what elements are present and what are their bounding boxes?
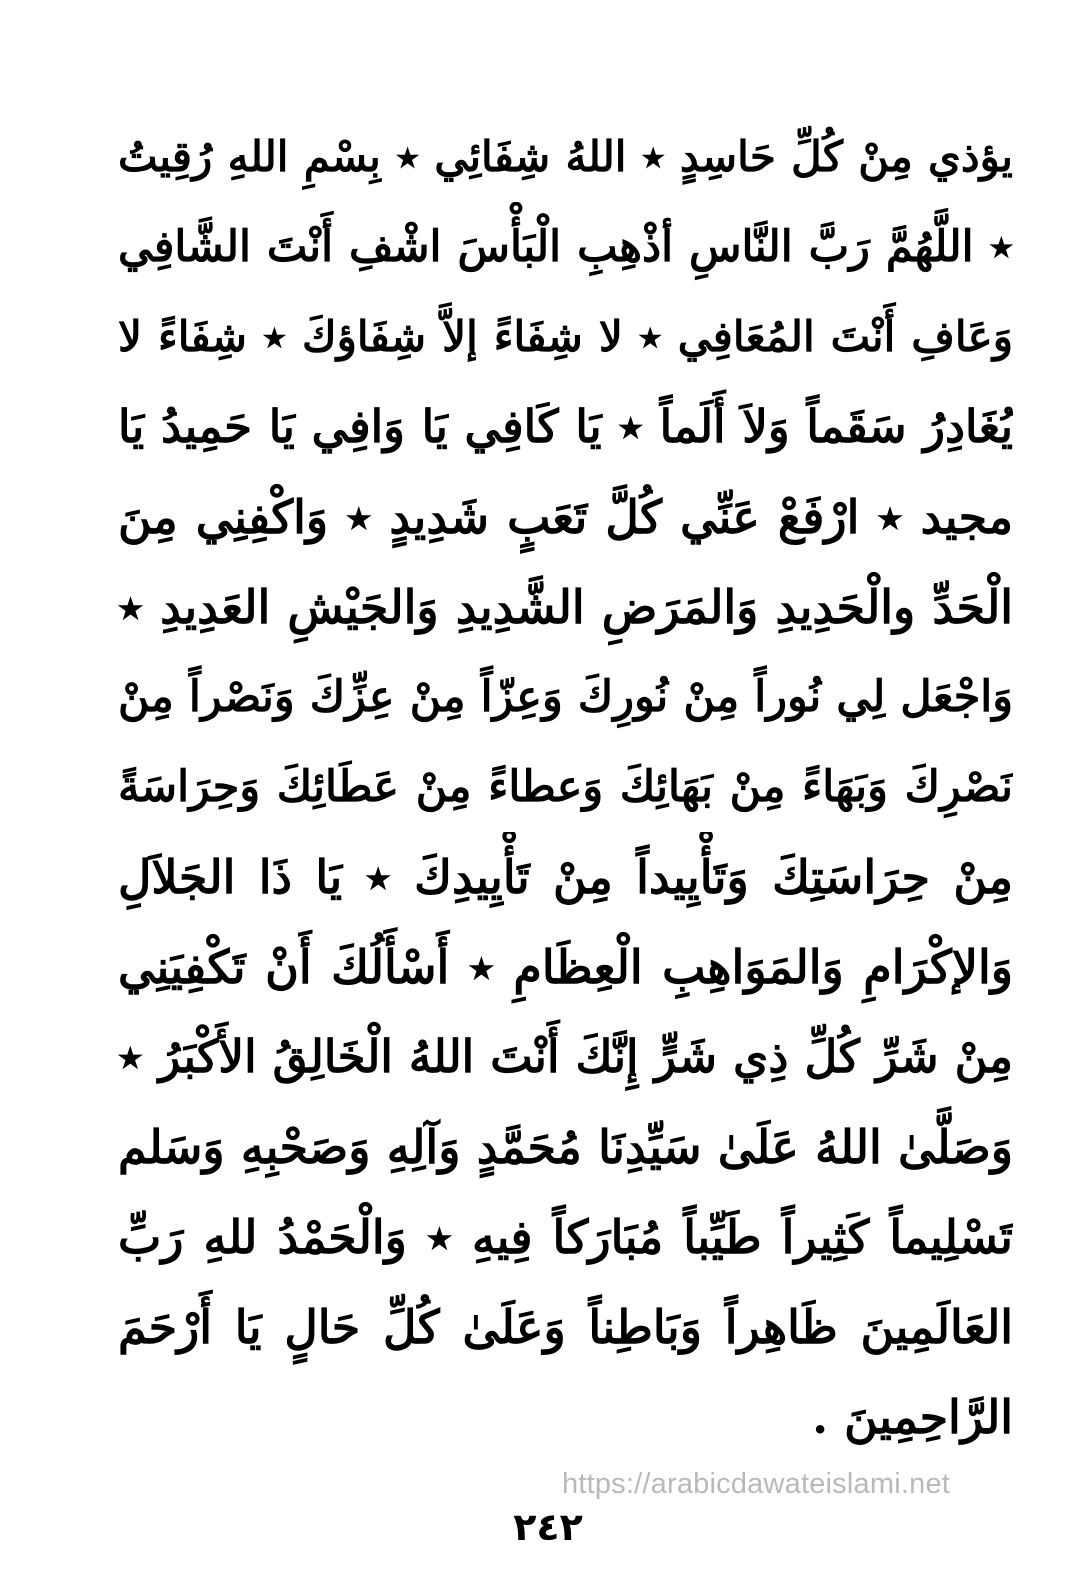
text-line-1: يؤذي مِنْ كُلِّ حَاسِدٍ ٭ اللهُ شِفَائِي ٭ بِسْمِ اللهِ رُقِيتُ	[118, 132, 1013, 181]
text-line-8: نَصْرِكَ وَبَهَاءً مِنْ بَهَائِكَ وَعطاءً مِنْ عَطَائِكَ وَحِرَاسَةً	[118, 762, 1013, 812]
text-line-5: مجيد ٭ ارْفَعْ عَنِّي كُلَّ تَعَبٍ شَدِيدٍ ٭ وَاكْفِنِي مِنَ	[118, 490, 1013, 544]
text-line-11: مِنْ شَرِّ كُلِّ ذِي شَرٍّ إِنَّكَ أَنْتَ اللهُ الْخَالِقُ الأَكْبَرُ ٭	[118, 1030, 1013, 1083]
text-line-10: وَالإكْرَامِ وَالمَوَاهِبِ الْعِظَامِ ٭ أَسْأَلُكَ أَنْ تَكْفِيَنِي	[118, 940, 1013, 994]
text-line-15: الرَّاحِمِينَ .	[812, 1390, 1013, 1444]
dua-text-block	[118, 112, 1013, 1462]
text-line-4: يُغَادِرُ سَقَماً وَلاَ أَلَماً ٭ يَا كَافِي يَا وَافِي يَا حَمِيدُ يَا	[118, 400, 1013, 453]
text-line-7: وَاجْعَل لِي نُوراً مِنْ نُورِكَ وَعِزّاً مِنْ عِزِّكَ وَنَصْراً مِنْ	[118, 672, 1013, 722]
text-line-12: وَصَلَّىٰ اللهُ عَلَىٰ سَيِّدِنَا مُحَمَّدٍ وَآلِهِ وَصَحْبِهِ وَسَلم	[118, 1120, 1013, 1174]
text-line-3: وَعَافِ أَنْتَ المُعَافِي ٭ لا شِفَاءً إلاَّ شِفَاؤكَ ٭ شِفَاءً لا	[118, 312, 1013, 361]
page-number: ٢٤٢	[513, 1505, 583, 1549]
text-line-2: ٭ اللَّهُمَّ رَبَّ النَّاسِ أذْهِبِ الْبَأْسَ اشْفِ أَنْتَ الشَّافِي	[118, 222, 1013, 272]
text-line-13: تَسْلِيماً كَثِيراً طَيِّباً مُبَارَكاً فِيهِ ٭ وَالْحَمْدُ للهِ رَبِّ	[118, 1210, 1013, 1264]
text-line-9: مِنْ حِرَاسَتِكَ وَتَأْيِيداً مِنْ تَأْيِيدِكَ ٭ يَا ذَا الجَلاَلِ	[118, 850, 1013, 904]
text-line-14: العَالَمِينَ ظَاهِراً وَبَاطِناً وَعَلَىٰ كُلِّ حَالٍ يَا أَرْحَمَ	[118, 1300, 1013, 1354]
text-line-6: الْحَدِّ والْحَدِيدِ وَالمَرَضِ الشَّدِيدِ وَالجَيْشِ العَدِيدِ ٭	[118, 580, 1013, 634]
website-watermark: https://arabicdawateislami.net	[562, 1468, 951, 1500]
